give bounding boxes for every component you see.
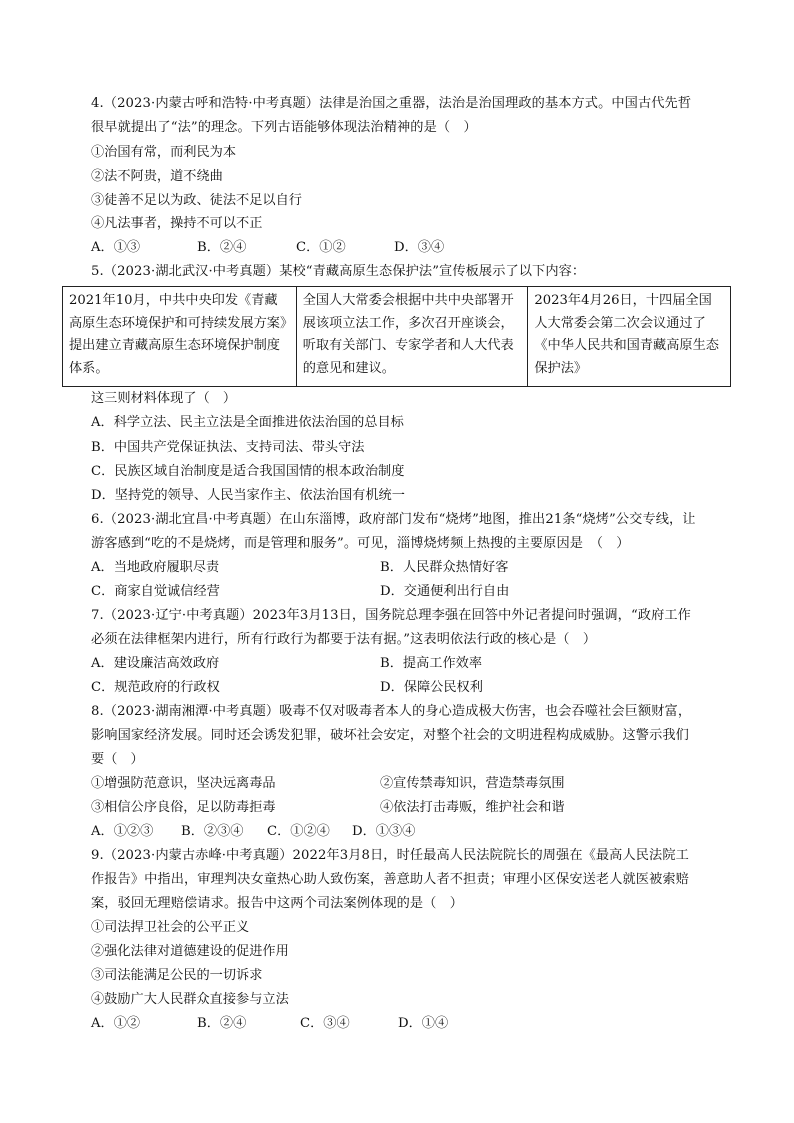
q8-item-4: ④依法打击毒贩，维护社会和谐 <box>380 800 565 815</box>
q4-stem-line2: 很早就提出了“法”的理念。下列古语能够体现法治精神的是（ ） <box>91 120 477 135</box>
q9-stem-line2: 作报告》中指出，审理判决女童热心助人致伤案，善意助人者不担责；审理小区保安送老人就医被索赔 <box>91 872 689 887</box>
q4-option-c[interactable]: C．①② <box>296 240 346 255</box>
q8-stem-line2: 影响国家经济发展。同时还会诱发犯罪，破坏社会安定，对整个社会的文明进程构成威胁。这警示我们 <box>91 728 689 743</box>
q7-option-a[interactable]: A．建设廉洁高效政府 <box>91 656 220 671</box>
q9-item-4: ④鼓励广大人民群众直接参与立法 <box>91 992 289 1007</box>
q9-option-c[interactable]: C．③④ <box>300 1016 350 1031</box>
q9-option-a[interactable]: A．①② <box>91 1016 141 1031</box>
q9-stem-line3: 案，驳回无理赔偿请求。报告中这两个司法案例体现的是（ ） <box>91 896 464 911</box>
q6-option-b[interactable]: B．人民群众热情好客 <box>380 560 509 575</box>
q5-stem-line2: 这三则材料体现了（ ） <box>91 391 237 406</box>
q9-option-b[interactable]: B．②④ <box>197 1016 247 1031</box>
q9-stem-line1: 9.（2023·内蒙古赤峰·中考真题）2022年3月8日，时任最高人民法院院长的周强在《最高人民法院工 <box>91 848 689 863</box>
q7-option-d[interactable]: D．保障公民权利 <box>380 680 483 695</box>
q5-material-cell-2: 全国人大常委会根据中共中央部署开展该项立法工作，多次召开座谈会，听取有关部门、专家学者和人大代表的意见和建议。 <box>296 287 528 387</box>
q5-material-cell-1: 2021年10月，中共中央印发《青藏高原生态环境保护和可持续发展方案》提出建立青藏高原生态环境保护制度体系。 <box>63 287 297 387</box>
q5-option-c[interactable]: C．民族区域自治制度是适合我国国情的根本政治制度 <box>91 464 405 479</box>
q7-stem-line2: 必须在法律框架内进行，所有行政行为都要于法有据。”这表明依法行政的核心是（ ） <box>91 632 597 647</box>
q4-option-d[interactable]: D．③④ <box>394 240 445 255</box>
q4-item-3: ③徒善不足以为政、徒法不足以自行 <box>91 193 302 208</box>
q8-option-a[interactable]: A．①②③ <box>91 824 154 839</box>
q8-item-2: ②宣传禁毒知识，营造禁毒氛围 <box>380 776 565 791</box>
q6-option-d[interactable]: D．交通便利出行自由 <box>380 584 510 599</box>
q8-stem-line1: 8.（2023·湖南湘潭·中考真题）吸毒不仅对吸毒者本人的身心造成极大伤害，也会吞噬社会巨额财富， <box>91 704 692 719</box>
q7-stem-line1: 7.（2023·辽宁·中考真题）2023年3月13日，国务院总理李强在回答中外记者提问时强调，“政府工作 <box>91 608 691 623</box>
q4-option-a[interactable]: A．①③ <box>91 240 141 255</box>
q4-item-1: ①治国有常，而利民为本 <box>91 145 237 160</box>
q5-material-table <box>62 286 731 387</box>
q5-option-d[interactable]: D．坚持党的领导、人民当家作主、依法治国有机统一 <box>91 488 405 503</box>
q4-item-2: ②法不阿贵，道不绕曲 <box>91 169 223 184</box>
q9-item-2: ②强化法律对道德建设的促进作用 <box>91 944 289 959</box>
q4-option-b[interactable]: B．②④ <box>197 240 247 255</box>
q5-material-cell-3: 2023年4月26日，十四届全国人大常委会第二次会议通过了《中华人民共和国青藏高原生态保护法》 <box>528 287 731 387</box>
q9-item-1: ①司法捍卫社会的公平正义 <box>91 920 250 935</box>
q5-option-b[interactable]: B．中国共产党保证执法、支持司法、带头守法 <box>91 440 365 455</box>
q7-option-b[interactable]: B．提高工作效率 <box>380 656 483 671</box>
q6-stem-line2: 游客感到“吃的不是烧烤，而是管理和服务”。可见，淄博烧烤频上热搜的主要原因是 （ ） <box>91 536 630 551</box>
q5-stem-line1: 5.（2023·湖北武汉·中考真题）某校“青藏高原生态保护法”宣传板展示了以下内容： <box>91 264 586 279</box>
q8-option-d[interactable]: D．①③④ <box>352 824 416 839</box>
q8-item-3: ③相信公序良俗，足以防毒拒毒 <box>91 800 276 815</box>
q5-option-a[interactable]: A．科学立法、民主立法是全面推进依法治国的总目标 <box>91 415 404 430</box>
q8-stem-line3: 要（ ） <box>91 752 144 767</box>
q4-stem-line1: 4.（2023·内蒙古呼和浩特·中考真题）法律是治国之重器，法治是治国理政的基本方式。中国古代先哲 <box>91 96 692 111</box>
q8-option-b[interactable]: B．②③④ <box>181 824 244 839</box>
q6-stem-line1: 6.（2023·湖北宜昌·中考真题）在山东淄博，政府部门发布“烧烤”地图，推出21条“烧烤”公交专线，让 <box>91 512 696 527</box>
q9-option-d[interactable]: D．①④ <box>398 1016 449 1031</box>
q9-item-3: ③司法能满足公民的一切诉求 <box>91 968 263 983</box>
q8-option-c[interactable]: C．①②④ <box>267 824 330 839</box>
q8-item-1: ①增强防范意识，坚决远离毒品 <box>91 776 276 791</box>
q4-item-4: ④凡法事者，操持不可以不正 <box>91 216 263 231</box>
q6-option-c[interactable]: C．商家自觉诚信经营 <box>91 584 220 599</box>
q6-option-a[interactable]: A．当地政府履职尽责 <box>91 560 220 575</box>
q7-option-c[interactable]: C．规范政府的行政权 <box>91 680 220 695</box>
